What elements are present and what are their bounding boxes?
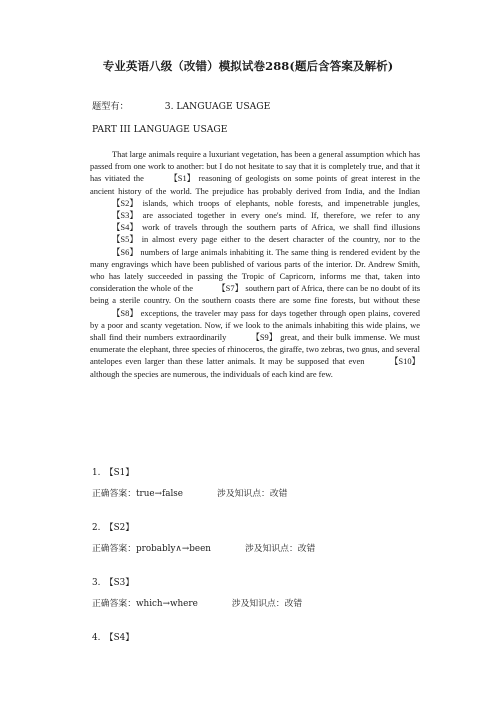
answer-label: 正确答案： (92, 489, 136, 499)
question-number: 3. 【S3】 (92, 578, 135, 588)
blank-marker-s8: 【S8】 (112, 307, 138, 318)
passage (90, 148, 420, 380)
answer-label: 正确答案： (92, 599, 136, 609)
knowledge-point: 涉及知识点：改错 (231, 599, 303, 609)
passage-text: although the species are numerous, the individuals of each kind are few. (90, 368, 333, 379)
passage-text: work of travels through the southern parts of Africa, we shall find illusions (137, 222, 420, 233)
passage-text: islands, which troops of elephants, noble forests, and impenetrable jungles, (137, 197, 420, 208)
document-title: 专业英语八级（改错）模拟试卷288(题后含答案及解析) (102, 59, 394, 73)
blank-marker-s9: 【S9】 (251, 332, 278, 343)
blank-marker-s4: 【S4】 (112, 222, 138, 233)
answer-row (92, 540, 422, 572)
answer-list (92, 462, 422, 650)
answer-label: 正确答案： (92, 544, 136, 554)
passage-paragraph (90, 148, 420, 380)
question-number: 2. 【S2】 (92, 523, 135, 533)
question-type-line (92, 98, 270, 112)
answer-value: probably∧→been (136, 544, 211, 554)
blank-marker-s3: 【S3】 (112, 210, 138, 221)
passage-text: reasoning of geologists on some points of great interest in the ancient history of the world. The prejudice has probably derived from India, and the Indian (90, 173, 420, 196)
answer-row (92, 485, 422, 517)
blank-marker-s7: 【S7】 (217, 283, 244, 294)
question-number: 4. 【S4】 (92, 633, 135, 643)
blank-marker-s1: 【S1】 (169, 173, 196, 184)
passage-text: are associated together in every one's mind. If, therefore, we refer to any (137, 210, 420, 221)
knowledge-point: 涉及知识点：改错 (217, 489, 288, 499)
answer-value: true→false (136, 489, 184, 499)
question-number: 1. 【S1】 (92, 468, 135, 478)
answer-value: which→where (136, 599, 198, 609)
passage-text: great, and their bulk immense. We must enumerate the elephant, three species of rhinoceros, the giraffe, two zebras, two gnus, and several antelopes even larger than these latter animals. It may be supposed that even (90, 332, 420, 367)
blank-marker-s2: 【S2】 (112, 197, 138, 208)
section-heading: PART III LANGUAGE USAGE (92, 124, 228, 135)
blank-marker-s10: 【S10】 (389, 356, 420, 367)
answer-row (92, 595, 422, 627)
passage-text: southern part of Africa, there can be no doubt of its being a sterile country. On the southern coasts there are some fine forests, but without these (90, 283, 420, 306)
knowledge-point: 涉及知识点：改错 (244, 544, 316, 554)
passage-text: numbers of large animals inhabiting it. The same thing is rendered evident by the many engravings which have been published of various parts of the interior. Dr. Andrew Smith, who has lately succeeded in passing the Tropic of Capricorn, informs me that, taken into consideration the whole of the (90, 246, 420, 294)
question-type-value: 3. LANGUAGE USAGE (164, 101, 271, 112)
passage-text: in almost every page either to the desert character of the country, nor to the (137, 234, 420, 245)
passage-text: That large animals require a luxuriant vegetation, has been a general assumption which has passed from one work to another: but I do not hesitate to say that it is completely true, and that it has vitiated the (90, 149, 420, 184)
blank-marker-s6: 【S6】 (112, 246, 138, 257)
blank-marker-s5: 【S5】 (112, 234, 138, 245)
passage-text: exceptions, the traveler may pass for days together through open plains, covered by a poor and scanty vegetation. Now, if we look to the animals inhabiting this wide plains, we shall find their numbers extraordinarily (90, 307, 420, 343)
question-type-label: 题型有： (92, 101, 129, 112)
